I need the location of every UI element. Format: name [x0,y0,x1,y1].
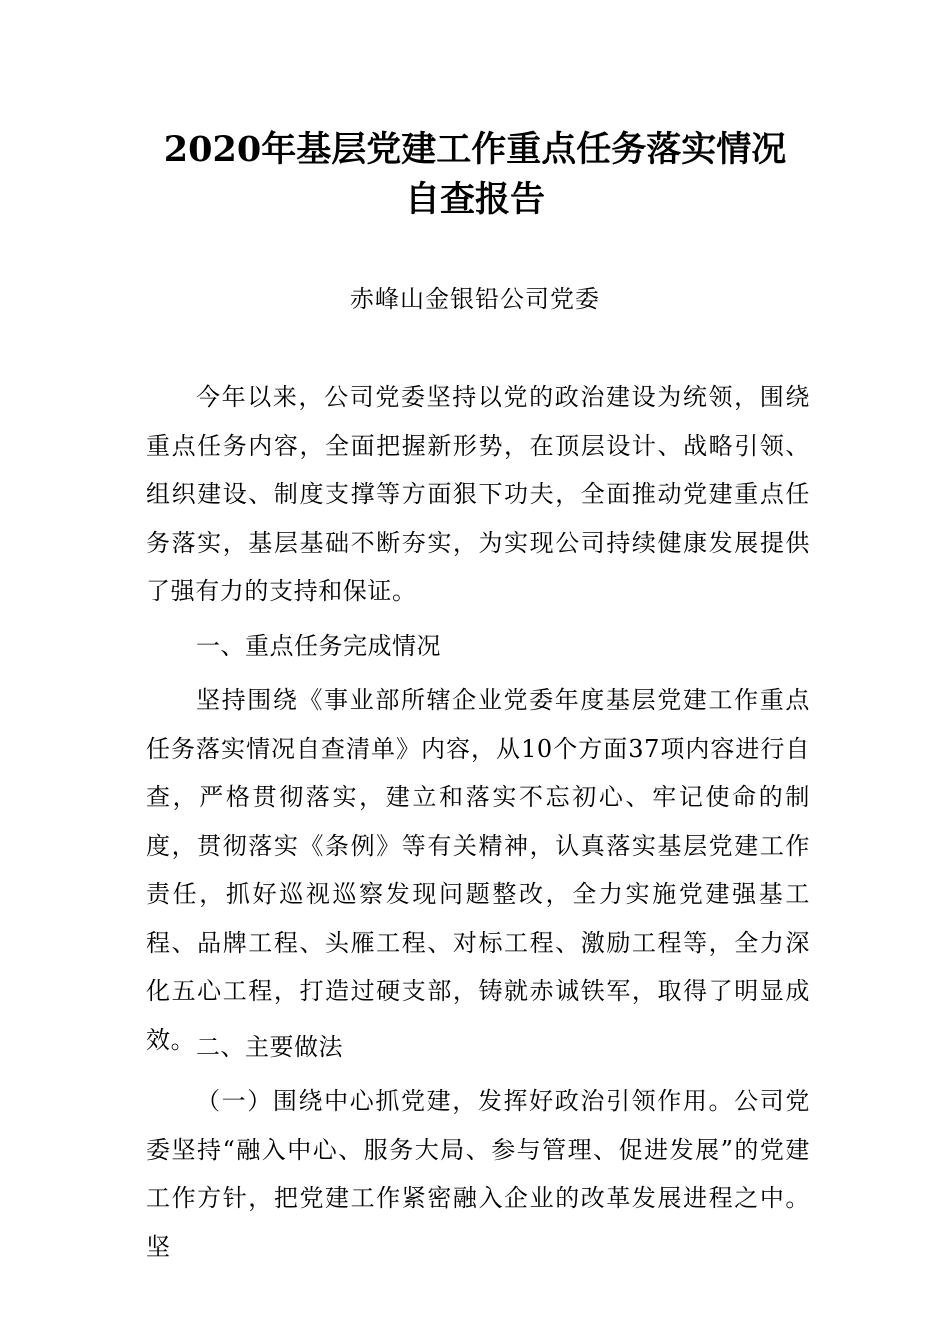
organization-name: 赤峰山金银铅公司党委 [350,285,600,313]
completion-paragraph: 坚持围绕《事业部所辖企业党委年度基层党建工作重点任务落实情况自查清单》内容，从10个方面37项内容进行自查，严格贯彻落实，建立和落实不忘初心、牢记使命的制度，贯彻落实《条例》等有关精神，认真落实基层党建工作责任，抓好巡视巡察发现问题整改，全力实施党建强基工程、品牌工程、头雁工程、对标工程、激励工程等，全力深化五心工程，打造过硬支部，铸就赤诚铁军，取得了明显成效。 [146,686,810,1054]
section-heading-1: 一、重点任务完成情况 [196,632,441,660]
document-title-line-2: 自查报告 [404,179,545,220]
method-paragraph: （一）围绕中心抓党建，发挥好政治引领作用。公司党委坚持“融入中心、服务大局、参与管理、促进发展”的党建工作方针，把党建工作紧密融入企业的改革发展进程之中。坚 [146,1087,810,1261]
document-title-line-1: 2020年基层党建工作重点任务落实情况 [163,129,787,170]
intro-paragraph: 今年以来，公司党委坚持以党的政治建设为统领，围绕重点任务内容，全面把握新形势，在顶层设计、战略引领、组织建设、制度支撑等方面狠下功夫，全面推动党建重点任务落实，基层基础不断夯实，为实现公司持续健康发展提供了强有力的支持和保证。 [146,383,810,605]
section-heading-2: 二、主要做法 [196,1033,343,1061]
